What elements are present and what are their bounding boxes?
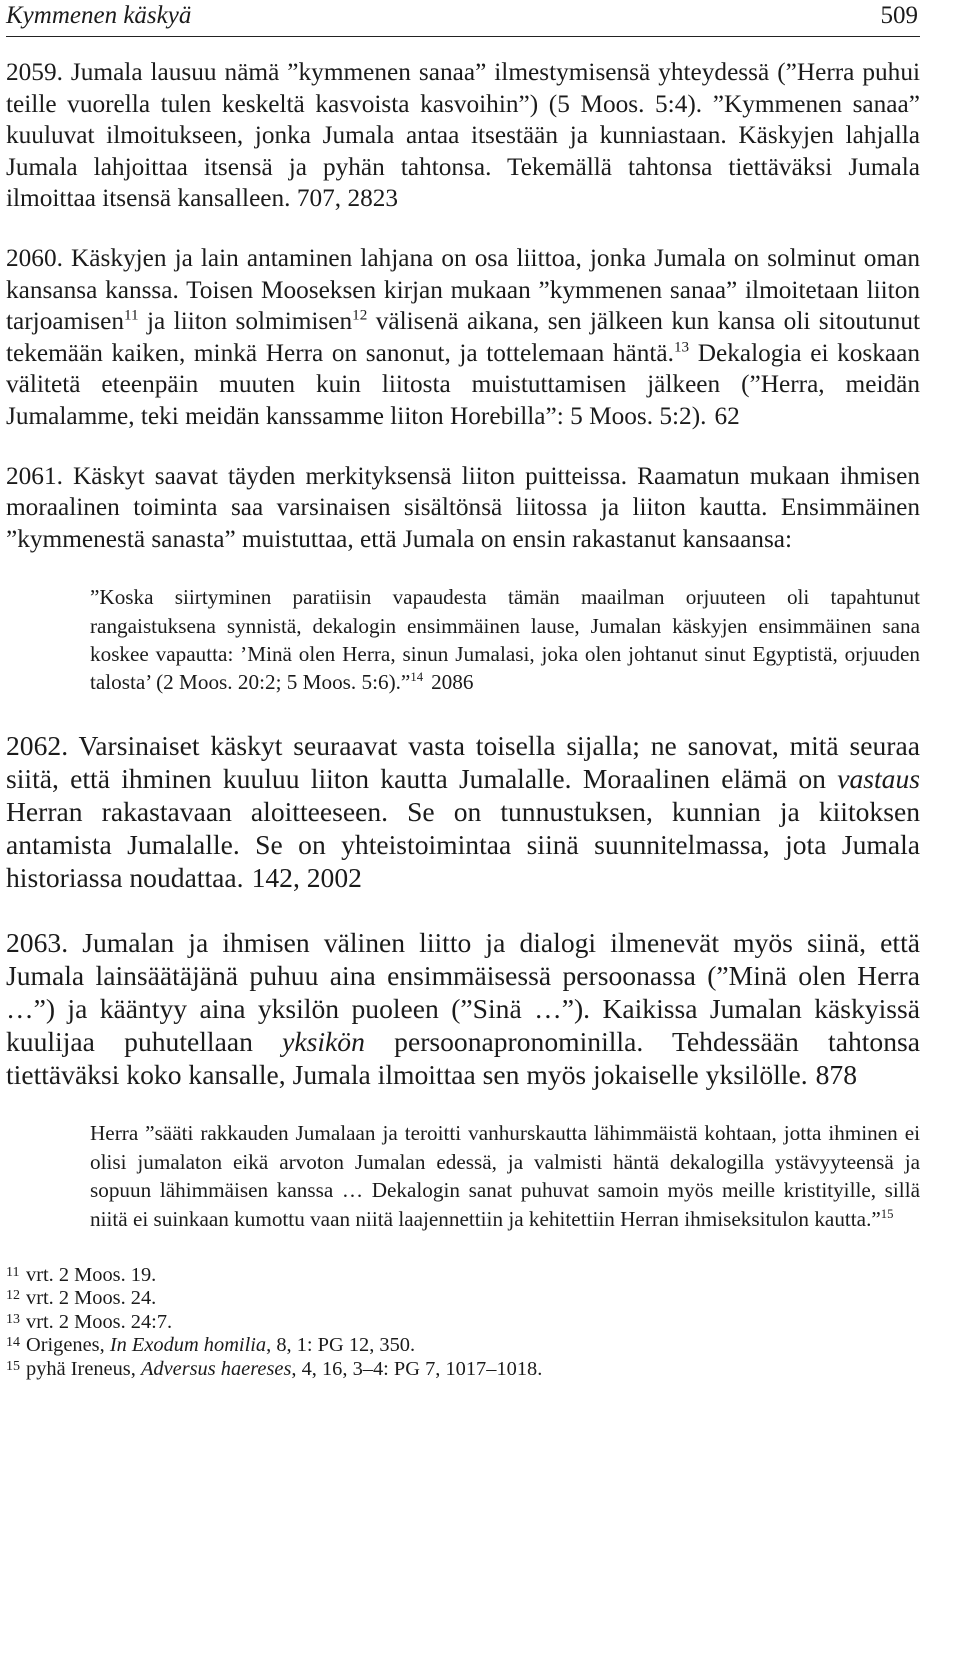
footnote-ref-14: 14 — [410, 670, 424, 685]
footnote-ref-13: 13 — [673, 338, 690, 356]
paragraph-text: Varsinaiset käskyt seuraavat vasta toisella sijalla; ne sanovat, mitä seuraa siitä, että ihminen kuuluu liiton kautta Jumalalle. Moraalinen elämä on — [6, 730, 920, 795]
page-number: 509 — [880, 2, 918, 29]
paragraph-2059 — [6, 57, 920, 215]
cross-reference: 878 — [815, 1059, 857, 1091]
footnote-text-part: , 8, 1: PG 12, 350. — [266, 1334, 416, 1357]
footnote-mark: 11 — [6, 1264, 20, 1280]
paragraph-text: Käskyt saavat täyden merkityksensä liiton puitteissa. Raamatun mukaan ihmisen moraalinen toiminta saa varsinaisen sisältönsä liitossa ja liiton kautta. Ensimmäinen ”kymmenestä sanasta” muistuttaa, että Jumala on ensin rakastanut kansaansa: — [6, 461, 920, 553]
footnote-15 — [6, 1358, 920, 1382]
footnote-text: vrt. 2 Moos. 24. — [26, 1287, 157, 1310]
footnote-mark: 13 — [6, 1311, 20, 1327]
paragraph-2063 — [6, 926, 920, 1091]
footnote-text-part: , 4, 16, 3–4: PG 7, 1017–1018. — [291, 1357, 543, 1380]
paragraph-number: 2062. — [6, 730, 69, 762]
footnote-mark: 15 — [6, 1358, 20, 1374]
paragraph-number: 2061. — [6, 461, 63, 490]
block-quote-2 — [6, 1119, 920, 1233]
chapter-title: Kymmenen käskyä — [6, 2, 192, 29]
paragraph-text: Dekalogia ei koskaan välitetä eteenpäin muuten kuin liitosta muistuttamisen jälkeen (”Herra, meidän Jumalamme, teki meidän kanssamme liiton Horebilla”: 5 Moos. 5:2). — [6, 338, 920, 430]
paragraph-2061 — [6, 461, 920, 556]
emphasis: vastaus — [837, 763, 920, 795]
footnote-ref-12: 12 — [352, 306, 368, 324]
footnotes — [6, 1264, 920, 1382]
paragraph-2060 — [6, 243, 920, 433]
cross-reference: 707, 2823 — [296, 184, 399, 213]
footnote-text-part: Origenes, — [26, 1334, 110, 1357]
footnote-mark: 14 — [6, 1335, 20, 1351]
paragraph-number: 2059. — [6, 58, 63, 86]
quote-text: ”Koska siirtyminen paratiisin vapaudesta tämän maailman orjuuteen oli tapahtunut rangaistuksena synnistä, dekalogin ensimmäinen lause, Jumalan käskyjen ensimmäinen sana koskee vapautta: ’Minä olen Herra, sinun Jumalasi, joka olen johtanut sinut Egyptistä, orjuuden talosta’ (2 Moos. 20:2; 5 Moos. 5:6).” — [90, 585, 920, 694]
running-header — [6, 0, 920, 37]
work-title: In Exodum homilia — [109, 1334, 267, 1357]
work-title: Adversus haereses — [140, 1357, 292, 1380]
footnote-mark: 12 — [6, 1288, 20, 1304]
footnote-text — [26, 1334, 415, 1358]
cross-reference: 62 — [714, 401, 740, 430]
footnote-text-part: pyhä Ireneus, — [26, 1357, 141, 1380]
paragraph-text: ja liiton solmimisen — [138, 307, 353, 336]
footnote-13 — [6, 1311, 920, 1335]
paragraph-text: Jumala lausuu nämä ”kymmenen sanaa” ilmestymisensä yhteydessä (”Herra puhui teille vuorella tulen keskeltä kasvoista kasvoihin”) (5 Moos. 5:4). ”Kymmenen sanaa” kuuluvat ilmoitukseen, jonka Jumala antaa itsestään ja kunniastaan. Käskyjen lahjalla Jumala lahjoittaa itsensä ja pyhän tahtonsa. Tekemällä tahtonsa tiettäväksi Jumala ilmoittaa itsensä kansalleen. — [6, 58, 921, 213]
paragraph-text: Käskyjen ja lain antaminen lahjana on osa liittoa, jonka Jumala on solminut oman kansansa kanssa. Toisen Mooseksen kirjan mukaan ”kymmenen sanaa” ilmoitetaan liiton tarjoamisen — [6, 243, 920, 336]
footnote-text: vrt. 2 Moos. 24:7. — [26, 1310, 173, 1333]
cross-reference: 2086 — [431, 669, 474, 694]
paragraph-text: Herran rakastavaan aloitteeseen. Se on tunnustuksen, kunnian ja kiitoksen antamista Jumalalle. Se on yhteistoimintaa siinä suunnitelmassa, jota Jumala historiassa noudattaa. — [6, 796, 920, 894]
paragraph-text: Jumalan ja ihmisen välinen liitto ja dialogi ilmenevät myös siinä, että Jumala lainsäätäjänä puhuu aina ensimmäisessä persoonassa (”Minä olen Herra …”) ja kääntyy aina yksilön puoleen (”Sinä …”). Kaikissa Jumalan käskyissä kuulijaa puhutellaan — [6, 927, 920, 1058]
footnote-11 — [6, 1264, 920, 1288]
paragraph-2062 — [6, 729, 920, 894]
paragraph-number: 2060. — [6, 243, 63, 272]
emphasis: yksikön — [282, 1026, 365, 1058]
footnote-12 — [6, 1287, 920, 1311]
quote-text: Herra ”sääti rakkauden Jumalaan ja teroitti vanhurskautta lähimmäistä kohtaan, jotta ihminen ei olisi jumalaton eikä arvoton Jumalan edessä, ja valmisti häntä dekalogilla ystävyyteensä ja sopuun lähimmäisen kanssa … Dekalogin sanat puhuvat samoin myös meille kristityille, sillä niitä ei suinkaan kumottu vaan niitä laajennettiin ja kehitettiin Herran ihmiseksitulon kautta.” — [90, 1121, 920, 1231]
footnote-14 — [6, 1334, 920, 1358]
footnote-text — [26, 1358, 542, 1382]
footnote-ref-11: 11 — [124, 306, 139, 324]
paragraph-number: 2063. — [6, 927, 69, 959]
footnote-text: vrt. 2 Moos. 19. — [26, 1263, 157, 1286]
paragraph-text: välisenä aikana, sen jälkeen kun kansa oli sitoutunut tekemään kaiken, minkä Herra on sanonut, ja tottelemaan häntä. — [6, 307, 920, 367]
block-quote-1 — [6, 583, 920, 696]
paragraph-text: persoonapronominilla. Tehdessään tahtonsa tiettäväksi koko kansalle, Jumala ilmoittaa sen myös jokaiselle yksilölle. — [6, 1026, 920, 1091]
footnote-ref-15: 15 — [880, 1207, 894, 1222]
cross-reference: 142, 2002 — [251, 862, 362, 894]
